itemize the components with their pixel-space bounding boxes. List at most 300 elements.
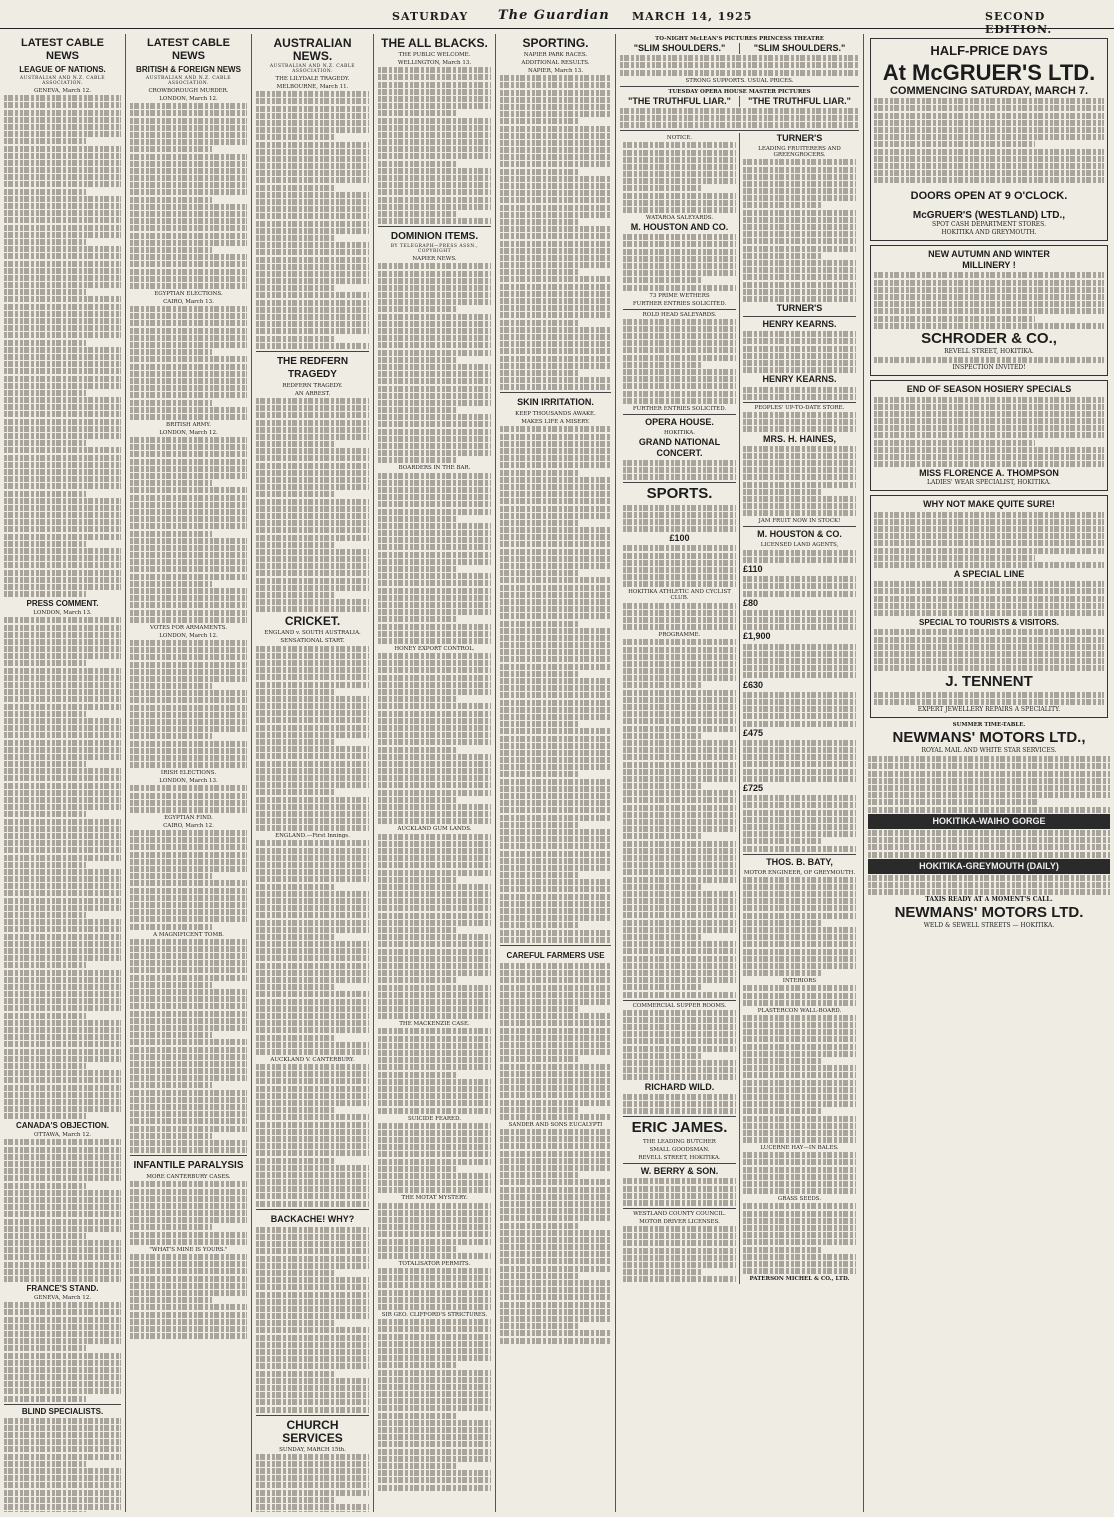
text-line — [620, 115, 859, 121]
text-line — [743, 224, 856, 230]
text-line — [743, 831, 856, 837]
text-line — [743, 1137, 856, 1143]
text-block — [623, 234, 736, 290]
text-line — [4, 941, 121, 947]
text-line — [378, 595, 491, 601]
text-line — [500, 248, 611, 254]
text-line — [378, 588, 491, 594]
text-line — [4, 811, 86, 817]
text-line — [623, 948, 736, 954]
text-line — [500, 205, 611, 211]
text-line — [874, 177, 1104, 183]
text-line — [500, 1143, 611, 1149]
text-block — [256, 91, 369, 349]
text-line — [623, 505, 736, 511]
text-line — [256, 869, 369, 875]
text-line — [500, 656, 611, 662]
dateline: LONDON, March 13. — [159, 778, 218, 785]
text-line — [623, 460, 736, 466]
text-line — [874, 644, 1104, 650]
text-line — [623, 1074, 736, 1080]
text-line — [256, 898, 369, 904]
ad-price: £1,900 — [743, 631, 771, 642]
text-line — [623, 560, 736, 566]
text-line — [256, 271, 369, 277]
text-line — [500, 1244, 611, 1250]
text-line — [256, 156, 369, 162]
text-line — [743, 274, 856, 280]
text-block — [130, 1254, 247, 1339]
text-line — [623, 970, 736, 976]
section-title: TOTALISATOR PERMITS. — [398, 1260, 471, 1267]
text-line — [130, 1147, 247, 1153]
text-line — [868, 792, 1110, 798]
text-line — [378, 516, 457, 522]
text-line — [378, 884, 491, 890]
text-line — [874, 411, 1104, 417]
text-line — [500, 800, 611, 806]
text-line — [378, 682, 491, 688]
text-line — [130, 1297, 212, 1303]
text-line — [256, 427, 369, 433]
text-line — [620, 70, 859, 76]
section-title: ENGLAND.—First Innings. — [275, 833, 350, 840]
text-line — [623, 956, 736, 962]
text-line — [256, 1461, 369, 1467]
text-line — [378, 761, 491, 767]
text-line — [256, 1277, 369, 1283]
text-line — [4, 476, 121, 482]
text-line — [500, 1338, 611, 1344]
masthead-title: The Guardian — [498, 8, 610, 23]
text-line — [378, 703, 491, 709]
text-line — [874, 540, 1104, 546]
ad-heading: HOKITIKA. — [663, 429, 696, 436]
text-line — [743, 1167, 856, 1173]
text-line — [4, 275, 121, 281]
text-line — [874, 533, 1104, 539]
text-line — [500, 1136, 611, 1142]
column-6-advertisements — [616, 34, 864, 1512]
text-line — [378, 1108, 491, 1114]
text-line — [620, 55, 859, 61]
text-line — [256, 1356, 369, 1362]
text-line — [874, 120, 1104, 126]
text-line — [256, 206, 369, 212]
text-line — [4, 153, 121, 159]
text-line — [378, 739, 491, 745]
text-line — [256, 513, 369, 519]
text-block — [743, 985, 856, 1005]
text-line — [378, 436, 491, 442]
text-line — [256, 264, 369, 270]
text-line — [130, 545, 247, 551]
text-line — [256, 775, 369, 781]
text-line — [743, 846, 856, 852]
text-line — [378, 790, 491, 796]
text-block — [378, 473, 491, 644]
text-line — [130, 1090, 247, 1096]
text-line — [4, 1240, 121, 1246]
text-line — [500, 692, 611, 698]
text-line — [256, 1150, 369, 1156]
text-line — [256, 242, 369, 248]
text-line — [874, 454, 1104, 460]
text-line — [500, 541, 611, 547]
ad-heading: THOS. B. BATY, — [766, 856, 833, 867]
text-line — [4, 905, 121, 911]
text-line — [623, 905, 736, 911]
text-line — [256, 1158, 335, 1164]
text-block — [874, 98, 1104, 183]
text-line — [256, 170, 369, 176]
ad-subheading: HOKITIKA AND GREYMOUTH. — [941, 229, 1037, 237]
text-line — [378, 891, 491, 897]
text-line — [4, 1197, 121, 1203]
text-line — [743, 360, 856, 366]
mcgruers-ad — [870, 38, 1108, 241]
text-line — [743, 1268, 856, 1274]
ad-heading: PROGRAMME. — [658, 632, 701, 639]
text-line — [256, 855, 369, 861]
text-line — [743, 913, 856, 919]
text-line — [4, 732, 121, 738]
text-line — [500, 1013, 611, 1019]
text-line — [378, 992, 491, 998]
ad-heading: MILLINERY ! — [962, 260, 1016, 271]
text-line — [4, 1388, 121, 1394]
text-line — [4, 534, 121, 540]
text-line — [500, 484, 611, 490]
text-line — [4, 1497, 121, 1503]
text-line — [256, 884, 335, 890]
ad-heading: HOKITIKA ATHLETIC AND CYCLIST CLUB. — [628, 589, 731, 602]
text-line — [743, 610, 856, 616]
text-line — [130, 502, 247, 508]
text-line — [256, 1129, 369, 1135]
text-line — [500, 147, 611, 153]
text-line — [868, 837, 1110, 843]
text-line — [500, 1230, 611, 1236]
text-line — [130, 837, 247, 843]
text-line — [623, 1017, 736, 1023]
text-line — [743, 970, 822, 976]
text-line — [130, 466, 247, 472]
text-line — [743, 1261, 856, 1267]
text-block — [874, 692, 1104, 705]
text-line — [743, 557, 856, 563]
text-line — [623, 1226, 736, 1232]
text-line — [130, 1276, 247, 1282]
text-line — [256, 606, 369, 612]
text-line — [256, 470, 369, 476]
text-line — [623, 718, 736, 724]
text-block — [4, 95, 121, 597]
text-line — [500, 298, 611, 304]
text-line — [623, 270, 736, 276]
text-line — [256, 1078, 369, 1084]
text-line — [4, 1020, 121, 1026]
text-line — [4, 1034, 121, 1040]
text-line — [743, 740, 856, 746]
text-line — [874, 432, 1104, 438]
text-line — [743, 920, 822, 926]
text-line — [4, 117, 121, 123]
text-line — [500, 635, 611, 641]
text-block — [874, 629, 1104, 671]
text-line — [623, 891, 736, 897]
text-line — [500, 276, 611, 282]
text-line — [500, 90, 611, 96]
text-block — [623, 1094, 736, 1114]
text-line — [623, 841, 736, 847]
text-line — [378, 1079, 491, 1085]
text-line — [500, 1223, 578, 1229]
text-line — [130, 1032, 212, 1038]
text-line — [4, 1254, 121, 1260]
text-line — [256, 941, 369, 947]
text-line — [743, 1130, 856, 1136]
text-line — [623, 1240, 736, 1246]
text-line — [500, 356, 611, 362]
text-line — [378, 898, 491, 904]
text-block — [378, 1123, 491, 1194]
text-block — [256, 1227, 369, 1413]
text-line — [256, 592, 335, 598]
text-line — [378, 1057, 491, 1063]
text-line — [743, 503, 856, 509]
dateline: LONDON, March 12. — [159, 632, 218, 639]
text-line — [4, 462, 121, 468]
text-line — [623, 1186, 736, 1192]
text-line — [500, 370, 578, 376]
text-line — [874, 440, 1035, 446]
text-line — [500, 334, 611, 340]
text-line — [256, 163, 369, 169]
text-line — [623, 1108, 736, 1114]
text-line — [378, 211, 457, 217]
text-line — [500, 233, 611, 239]
ad-heading: GRASS SEEDS. — [777, 1196, 822, 1203]
text-line — [623, 704, 736, 710]
text-line — [623, 1067, 736, 1073]
text-line — [130, 1111, 247, 1117]
text-line — [500, 577, 611, 583]
text-line — [743, 956, 856, 962]
ad-heading: McGRUER'S (WESTLAND) LTD., — [912, 210, 1066, 222]
text-line — [874, 548, 1104, 554]
text-line — [130, 982, 212, 988]
text-line — [743, 181, 856, 187]
text-line — [500, 999, 611, 1005]
text-line — [743, 891, 856, 897]
text-line — [130, 400, 212, 406]
text-line — [4, 1063, 86, 1069]
text-line — [500, 348, 611, 354]
text-line — [500, 118, 578, 124]
text-line — [874, 610, 1104, 616]
text-line — [500, 1294, 611, 1300]
text-line — [256, 761, 369, 767]
text-block — [874, 272, 1104, 328]
text-line — [874, 397, 1104, 403]
text-line — [378, 1064, 491, 1070]
text-line — [500, 858, 611, 864]
text-line — [130, 902, 247, 908]
text-line — [130, 364, 247, 370]
text-line — [130, 247, 212, 253]
text-line — [4, 1077, 121, 1083]
text-block — [623, 1178, 736, 1206]
text-line — [623, 340, 736, 346]
text-line — [500, 793, 611, 799]
text-line — [743, 260, 856, 266]
masthead-day: SATURDAY — [392, 10, 469, 23]
text-line — [500, 462, 611, 468]
text-block — [868, 756, 1110, 812]
text-line — [256, 848, 369, 854]
text-line — [378, 1470, 491, 1476]
text-line — [256, 1136, 369, 1142]
text-line — [256, 549, 369, 555]
text-block — [620, 108, 859, 128]
text-line — [743, 1015, 856, 1021]
text-line — [256, 1027, 369, 1033]
text-line — [868, 778, 1110, 784]
dateline: GENEVA, March 12. — [34, 1295, 91, 1301]
text-line — [743, 721, 856, 727]
text-line — [743, 1029, 856, 1035]
text-line — [4, 584, 121, 590]
text-line — [4, 1269, 121, 1275]
text-line — [378, 1275, 491, 1281]
text-line — [256, 920, 369, 926]
text-line — [743, 1080, 856, 1086]
text-line — [500, 441, 611, 447]
text-line — [378, 1006, 491, 1012]
section-title: MORE CANTERBURY CASES. — [146, 1174, 231, 1181]
text-line — [130, 385, 247, 391]
ad-subheading: TAXIS READY AT A MOMENT'S CALL. — [925, 896, 1053, 904]
text-line — [378, 1441, 491, 1447]
text-line — [500, 1042, 611, 1048]
subheadline: FRANCE'S STAND. — [26, 1284, 99, 1293]
text-line — [256, 1511, 369, 1512]
text-line — [130, 610, 247, 616]
text-line — [500, 570, 578, 576]
text-line — [378, 218, 491, 224]
text-line — [4, 282, 121, 288]
text-line — [130, 552, 247, 558]
text-block — [623, 319, 736, 404]
text-line — [500, 434, 611, 440]
text-line — [378, 204, 491, 210]
text-line — [743, 496, 856, 502]
text-line — [623, 920, 736, 926]
dateline: LONDON, March 13. — [33, 610, 92, 617]
text-line — [130, 866, 247, 872]
text-line — [378, 89, 491, 95]
text-line — [130, 407, 247, 413]
ad-heading: DOORS OPEN AT 9 O'CLOCK. — [910, 190, 1068, 203]
text-line — [130, 595, 247, 601]
text-line — [130, 225, 247, 231]
text-line — [500, 901, 611, 907]
text-block — [378, 1268, 491, 1310]
text-line — [623, 1010, 736, 1016]
text-line — [4, 1183, 86, 1189]
section-title: SANDER AND SONS EUCALYPTI — [508, 1121, 603, 1128]
text-line — [378, 328, 491, 334]
text-line — [743, 747, 856, 753]
text-line — [500, 1078, 611, 1084]
text-line — [4, 668, 121, 674]
text-block — [130, 103, 247, 289]
text-line — [623, 200, 736, 206]
text-line — [378, 400, 491, 406]
column-5 — [496, 34, 616, 1512]
text-line — [378, 804, 491, 810]
dateline: LONDON, March 12. — [159, 429, 218, 436]
text-line — [4, 1262, 121, 1268]
headline: CHURCH SERVICES — [282, 1417, 343, 1445]
ad-heading: SPECIAL TO TOURISTS & VISITORS. — [919, 618, 1059, 628]
text-line — [130, 1133, 212, 1139]
text-line — [378, 1282, 491, 1288]
text-line — [130, 118, 247, 124]
ad-heading: SMALL GOODSMAN. — [649, 1147, 710, 1154]
text-line — [256, 1454, 369, 1460]
text-line — [256, 739, 335, 745]
text-line — [743, 238, 856, 244]
text-line — [378, 1151, 491, 1157]
ad-heading: At McGRUER'S LTD. — [882, 60, 1096, 85]
text-line — [623, 512, 736, 518]
text-line — [4, 1027, 121, 1033]
text-line — [623, 984, 702, 990]
text-line — [4, 862, 86, 868]
text-line — [130, 654, 247, 660]
text-line — [378, 689, 491, 695]
text-line — [4, 1504, 121, 1510]
text-line — [130, 1254, 247, 1260]
text-line — [743, 838, 822, 844]
text-line — [130, 800, 247, 806]
text-line — [743, 802, 856, 808]
text-line — [623, 603, 736, 609]
text-line — [4, 318, 121, 324]
text-line — [623, 805, 736, 811]
column-4 — [374, 34, 496, 1512]
text-line — [256, 1371, 335, 1377]
text-line — [130, 1068, 247, 1074]
text-line — [623, 726, 736, 732]
text-line — [623, 326, 736, 332]
text-block — [874, 512, 1104, 568]
text-line — [500, 678, 611, 684]
text-line — [743, 583, 856, 589]
text-line — [130, 480, 212, 486]
text-line — [256, 285, 335, 291]
text-line — [874, 113, 1104, 119]
text-line — [874, 603, 1104, 609]
text-line — [743, 1101, 856, 1107]
text-line — [4, 1309, 121, 1315]
text-line — [130, 1203, 247, 1209]
text-line — [874, 170, 1104, 176]
text-line — [256, 477, 369, 483]
ad-heading: HENRY KEARNS. — [762, 319, 837, 330]
